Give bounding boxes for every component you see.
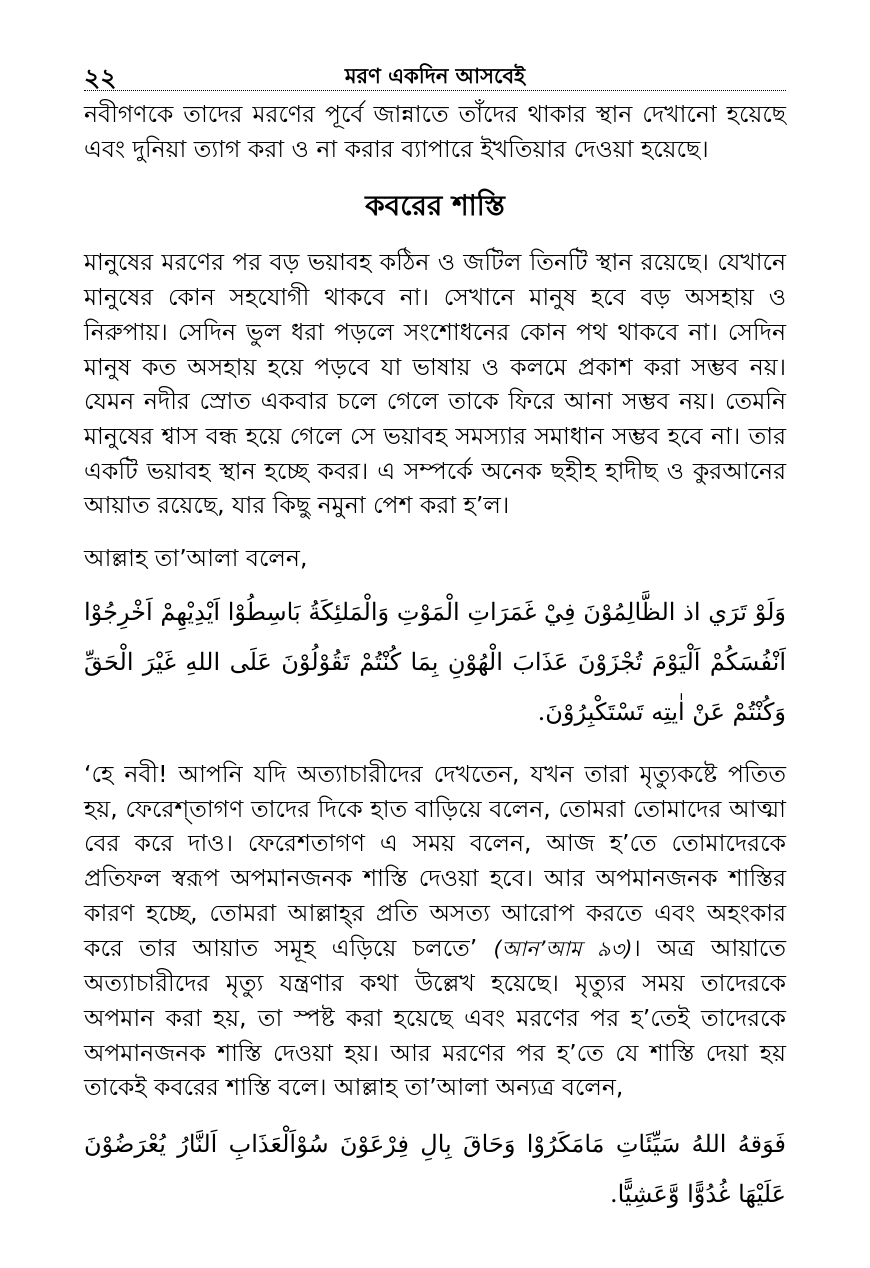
intro-paragraph: নবীগণকে তাদের মরণের পূর্বে জান্নাতে তাঁদের থাকার স্থান দেখানো হয়েছে এবং দুনিয়া ত্যাগ করা ও না করার ব্যাপারে ইখতিয়ার দেওয়া হয়েছে।	[84, 100, 786, 163]
translation-text-before: ‘হে নবী! আপনি যদি অত্যাচারীদের দেখতেন, যখন তারা মৃত্যুকষ্টে পতিত হয়, ফেরেশ্‌তাগণ তাদের দিকে হাত বাড়িয়ে বলেন, তোমরা তোমাদের আত্মা বের করে দাও। ফেরেশতাগণ এ সময় বলেন, আজ হ’তে তোমাদেরকে প্রতিফল স্বরূপ অপমানজনক শাস্তি দেওয়া হবে। আর অপমানজনক শাস্তির কারণ হচ্ছে, তোমরা আল্লাহ্‌র প্রতি অসত্য আরোপ করতে এবং অহংকার করে তার আয়াত সমূহ এড়িয়ে চলতে’	[84, 760, 786, 962]
arabic-verse-1: وَلَوْ تَرَي اذ الظَّالِمُوْنَ فِيْ غَمَرَاتِ الْمَوْتِ وَالْمَلئِكَةُ بَاسِطُوْا اَيْدِيْهِمْ اَخْرِجُوْا اَنْفُسَكُمْ اَلْيَوْمَ تُجْزَوْنَ عَذَابَ الْهُوْنِ بِمَا كُنْتُمْ تَقُوْلُوْنَ عَلَى اللهِ غَيْرَ الْحَقِّ وَكُنْتُمْ عَنْ اٰيتِه تَسْتَكْبِرُوْنَ.	[84, 598, 787, 727]
page-header	[84, 56, 786, 91]
page-number: ২২	[84, 63, 117, 92]
arabic-verse-2: فَوَقهُ اللهُ سَيِّئَاتِ مَامَكَرُوْا وَحَاقَ بِالِ فِرْعَوْنَ سُوْاَلْعَذَابِ اَلنَّارُ يُعْرَضُوْنَ عَلَيْهَا غُدُوًّا وَّعَشِيًّا.	[84, 1130, 786, 1209]
translation-paragraph	[84, 757, 786, 1105]
citation: (আন’আম ৯৩)	[493, 936, 633, 961]
running-title: মরণ একদিন আসবেই	[344, 64, 526, 88]
translation-text-after: । অত্র আয়াতে অত্যাচারীদের মৃত্যু যন্ত্রণার কথা উল্লেখ হয়েছে। মৃত্যুর সময় তাদেরকে অপমান করা হয়, তা স্পষ্ট করা হয়েছে এবং মরণের পর হ’তেই তাদেরকে অপমানজনক শাস্তি দেওয়া হয়। আর মরণের পর হ’তে যে শাস্তি দেয়া হয় তাকেই কবরের শাস্তি বলে। আল্লাহ তা’আলা অন্যত্র বলেন,	[84, 933, 787, 1102]
quote-intro: আল্লাহ তা’আলা বলেন,	[84, 544, 308, 573]
book-page	[84, 56, 786, 1219]
grave-paragraph: মানুষের মরণের পর বড় ভয়াবহ কঠিন ও জটিল তিনটি স্থান রয়েছে। যেখানে মানুষের কোন সহযোগী থাকবে না। সেখানে মানুষ হবে বড় অসহায় ও নিরুপায়। সেদিন ভুল ধরা পড়লে সংশোধনের কোন পথ থাকবে না। সেদিন মানুষ কত অসহায় হয়ে পড়বে যা ভাষায় ও কলমে প্রকাশ করা সম্ভব নয়। যেমন নদীর স্রোত একবার চলে গেলে তাকে ফিরে আনা সম্ভব নয়। তেমনি মানুষের শ্বাস বন্ধ হয়ে গেলে সে ভয়াবহ সমস্যার সমাধান সম্ভব হবে না। তার একটি ভয়াবহ স্থান হচ্ছে কবর। এ সম্পর্কে অনেক ছহীহ হাদীছ ও কুরআনের আয়াত রয়েছে, যার কিছু নমুনা পেশ করা হ’ল।	[84, 248, 786, 520]
section-heading: কবরের শাস্তি	[365, 189, 505, 223]
